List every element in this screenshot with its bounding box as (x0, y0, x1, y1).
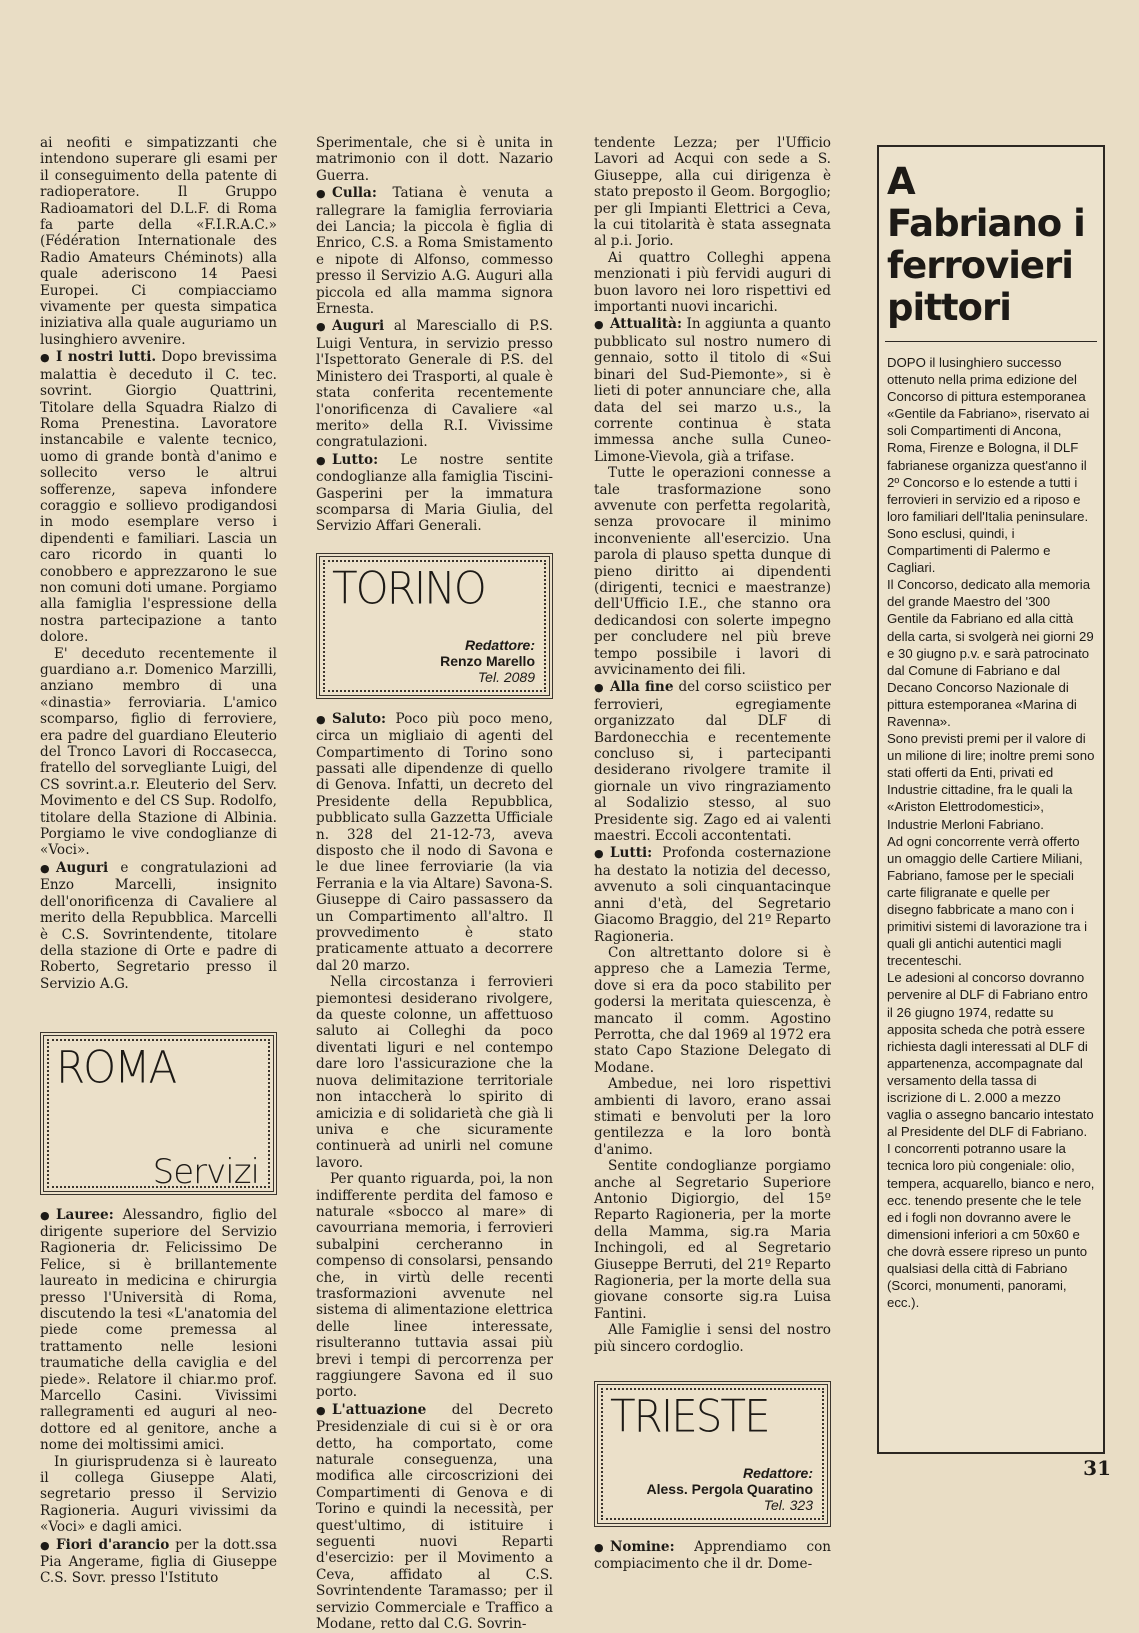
item-lead: Saluto: (332, 710, 387, 727)
section-title: TRIESTE (610, 1390, 769, 1443)
item-lead: Alla fine (610, 679, 674, 696)
item-lead: Lauree: (56, 1206, 114, 1223)
news-item (316, 452, 553, 535)
news-item (316, 1402, 553, 1633)
section-title: TORINO (332, 562, 485, 614)
item-text: del Decreto Presidenziale di cui si è or ora detto, ha comportato, come naturale conseguenza, una modifica alle circoscrizioni dei Compartimenti di Genova e di Torino e quindi la necessità, per quest'ultimo, di istituire i seguenti nuovi Reparti d'esercizio: per il Movimento a Ceva, affidato al C.S. Sovrintendente Taramasso; per il servizio Commerciale e Traffico a Modane, retto dal C.G. Sovrin- (316, 1401, 553, 1633)
bullet-icon: ● (594, 1541, 604, 1555)
bullet-icon: ● (316, 712, 326, 726)
bullet-icon: ● (40, 1208, 50, 1222)
paragraph: Ai quattro Colleghi appena menzionati i più fervidi auguri di buon lavoro nei loro rispettivi ed importanti nuovi incarichi. (594, 249, 831, 316)
bullet-icon: ● (594, 318, 604, 332)
item-text: per la dott.ssa Pia Angerame, figlia di Giuseppe C.S. Sovr. presso l'Istituto (40, 1536, 278, 1587)
item-lead: L'attuazione (332, 1401, 427, 1418)
column-1 (40, 134, 277, 1587)
paragraph: Tutte le operazioni connesse a tale trasformazione sono avvenute con perfetta regolarità, senza provocare il minimo inconveniente all'esercizio. Una parola di plauso spetta dunque di pieno diritto ai dipendenti (dirigenti, tecnici e maestranze) dell'Ufficio I.E., che stanno ora dedicandosi con solerte impegno per concludere nel più breve tempo possibile i lavori di avvicinamento dei fili. (594, 465, 831, 678)
item-lead: Auguri (332, 318, 385, 335)
redattore-tel: Tel. 2089 (477, 668, 535, 685)
redattore-block (332, 637, 535, 685)
paragraph: Sentite condoglianze porgiamo anche al Segretario Superiore Antonio Digiorgio, del 15º Reparto Ragioneria, per la morte della Mamma, sig.ra Maria Inchingoli, ed al Segretario Giuseppe Berruti, del 21º Reparto Ragioneria, per la morte della sua giovane consorte sig.ra Luisa Fantini. (594, 1158, 831, 1322)
section-title: ROMA (56, 1041, 176, 1094)
article-headline: A Fabriano i ferrovieri pittori (887, 160, 1085, 329)
column-3 (594, 134, 831, 1573)
redattore-name: Aless. Pergola Quaratino (646, 1481, 813, 1498)
item-lead: Culla: (332, 185, 377, 202)
bullet-icon: ● (40, 861, 50, 875)
paragraph: Nella circostanza i ferrovieri piemontesi desiderano rivolgere, da queste colonne, un affettuoso saluto ai Colleghi da poco diventati liguri e nel contempo dare loro l'assicurazione che la nuova delimitazione territoriale non intaccherà lo spirito di amicizia e di solidarietà che già li univa e che sicuramente continuerà ad unirli nel comune lavoro. (316, 974, 553, 1171)
paragraph: Il Concorso, dedicato alla memoria del grande Maestro del '300 Gentile da Fabriano ed alla città della carta, si svolgerà nei giorni 29 e 30 giugno p.v. e sarà patrocinato dal Comune di Fabriano e dal Decano Concorso Nazionale di pittura estemporanea «Marina di Ravenna». (887, 577, 1094, 729)
bullet-icon: ● (316, 320, 326, 334)
paragraph: Con altrettanto dolore si è appreso che a Lamezia Terme, dove si era da poco stabilito per godersi la meritata quiescenza, è mancato il comm. Agostino Perrotta, che dal 1969 al 1972 era stato Capo Stazione Delegato di Modane. (594, 944, 831, 1076)
item-lead: Auguri (56, 859, 109, 876)
item-text: Le nostre sentite condoglianze alla famiglia Tiscini-Gasperini per la immatura scomparsa di Maria Giulia, del Servizio Affari Generali. (316, 451, 553, 535)
redattore-block (610, 1465, 813, 1513)
divider (885, 341, 1097, 342)
redattore-tel: Tel. 323 (763, 1497, 813, 1514)
item-lead: Lutti: (610, 845, 653, 862)
item-text: e congratulazioni ad Enzo Marcelli, insignito dell'onorificenza di Cavaliere al merito della Repubblica. Marcelli è C.S. Sovrintendente, titolare della stazione di Orte e padre di Roberto, Segretario presso il Servizio A.G. (40, 859, 277, 992)
paragraph: Ad ogni concorrente verrà offerto un omaggio delle Cartiere Miliani, Fabriano, famose per le speciali carte filigranate e quelle per disegno fabbricate a mano con i primitivi sistemi di lavorazione tra i quali gli antichi autentici magli trecenteschi. (887, 833, 1088, 969)
redattore-name: Renzo Marello (440, 652, 535, 669)
bullet-icon: ● (40, 1538, 50, 1552)
section-box-roma (40, 1032, 277, 1194)
paragraph: I concorrenti potranno usare la tecnica loro più congeniale: olio, tempera, acquarello, bianco e nero, ecc. tenendo presente che le tele ed i fogli non dovranno avere le dimensioni inferiori a cm 50x60 e che dovrà essere ripreso un punto qualsiasi della città di Fabriano (Scorci, monumenti, panorami, ecc.). (887, 1141, 1095, 1311)
news-item (316, 711, 553, 975)
item-lead: Fiori d'arancio (56, 1536, 170, 1553)
paragraph: Sono previsti premi per il valore di un milione di lire; inoltre premi sono stati offerti da Enti, privati ed Industrie cittadine, fra le quali la «Ariston Elettrodomestici», Industrie Merloni Fabriano. (887, 731, 1095, 832)
item-text: In aggiunta a quanto pubblicato sul nostro numero di gennaio, sotto il titolo di «Sui binari del Sud-Piemonte», si è lieti di poter annunciare che, alla data del sei marzo u.s., la corrente continua è stata immessa anche sulla Cuneo-Limone-Vievola, già a trifase. (594, 316, 831, 465)
item-lead: Nomine: (610, 1539, 675, 1556)
redattore-label: Redattore: (742, 1465, 813, 1482)
news-item (316, 185, 553, 317)
item-text: al Maresciallo di P.S. Luigi Ventura, in servizio presso l'Ispettorato Generale di P.S. del Ministero dei Trasporti, al quale è stata conferita recentemente l'onorificenza di Cavaliere «al merito» della R.I. Vivissime congratulazioni. (316, 318, 553, 451)
bullet-icon: ● (594, 681, 604, 695)
paragraph: Alle Famiglie i sensi del nostro più sincero cordoglio. (594, 1322, 831, 1355)
article-body (887, 354, 1095, 1311)
section-box-torino (316, 553, 553, 699)
paragraph: tendente Lezza; per l'Ufficio Lavori ad Acqui con sede a S. Giuseppe, alla cui dirigenza è stato preposto il Geom. Borgoglio; per gli Impianti Elettrici a Ceva, la cui titolarità è stata assegnata al p.i. Jorio. (594, 135, 831, 250)
item-lead: I nostri lutti. (56, 349, 157, 366)
paragraph: Le adesioni al concorso dovranno pervenire al DLF di Fabriano entro il 26 giugno 1974, redatte su apposita scheda che potrà essere richiesta dagli interessati al DLF di appartenenza, accompagnate dal versamento della tassa di iscrizione di L. 2.000 a mezzo vaglia o assegno bancario intestato al Presidente del DLF di Fabriano. (887, 970, 1094, 1140)
paragraph: Per quanto riguarda, poi, la non indifferente perdita del famoso e naturale «sbocco al mare» di cavourriana memoria, i ferrovieri subalpini cercheranno in compenso di consolarsi, pensando che, in virtù delle recenti trasformazioni avvenute nel sistema di alimentazione elettrica delle linee interessate, risulteranno tuttavia assai più brevi i tempi di percorrenza per raggiungere Savona ed il suo porto. (316, 1171, 553, 1401)
news-item (40, 349, 277, 645)
news-item (40, 1207, 277, 1454)
news-item (316, 318, 553, 450)
news-item (40, 860, 277, 992)
news-item (594, 316, 831, 465)
column-2 (316, 134, 553, 1633)
paragraph: Ambedue, nei loro rispettivi ambienti di lavoro, erano assai stimati e benvoluti per la loro gentilezza e la loro bontà d'animo. (594, 1076, 831, 1158)
bullet-icon: ● (316, 187, 326, 201)
item-text: Tatiana è venuta a rallegrare la famiglia ferroviaria dei Lancia; la piccola è figlia di Enrico, C.S. a Roma Smistamento e nipote di Alfonso, commesso presso il Servizio A.G. Auguri alla piccola ed alla mamma signora Ernesta. (316, 185, 553, 318)
item-text: Poco più poco meno, circa un migliaio di agenti del Compartimento di Torino sono passati alle dipendenze di quello di Genova. Infatti, un decreto del Presidente della Repubblica, pubblicato sulla Gazzetta Ufficiale n. 328 del 21-12-73, aveva disposto che il nodo di Savona e le due linee ferroviarie (la via Ferrania e la via Altare) Savona-S. Giuseppe di Cairo passassero da un Compartimento all'altro. Il provvedimento è stato praticamente attuato a decorrere dal 20 marzo. (316, 710, 553, 974)
item-lead: Attualità: (610, 316, 682, 333)
paragraph: DOPO il lusinghiero successo ottenuto nella prima edizione del Concorso di pittura estemporanea «Gentile da Fabriano», riservato ai soli Compartimenti di Ancona, Roma, Firenze e Bologna, il DLF fabrianese organizza quest'anno il 2º Concorso e lo estende a tutti i ferrovieri in servizio ed a riposo e loro familiari dell'Italia peninsulare. Sono esclusi, quindi, i Compartimenti di Palermo e Cagliari. (887, 355, 1090, 576)
paragraph: E' deceduto recentemente il guardiano a.r. Domenico Marzilli, anziano membro di una «dinastia» ferroviaria. L'amico scomparso, figlio di ferroviere, era padre del guardiano Eleuterio del Tronco Lavori di Roccasecca, fratello del sorvegliante Luigi, del CS sovrint.a.r. Eleuterio del Serv. Movimento e del CS Sup. Rodolfo, titolare della Stazione di Albinia. Porgiamo le vive condoglianze di «Voci». (40, 645, 277, 859)
bullet-icon: ● (40, 351, 50, 365)
bullet-icon: ● (594, 847, 604, 861)
item-text: del corso sciistico per ferrovieri, egregiamente organizzato dal DLF di Bardonecchia e recentemente concluso si, i partecipanti desiderano rivolgere tramite il giornale un vivo ringraziamento al Sodalizio stesso, al suo Presidente sig. Zago ed ai valenti maestri. Eccoli accontentati. (594, 679, 831, 845)
paragraph: In giurisprudenza si è laureato il collega Giuseppe Alati, segretario presso il Servizio Ragioneria. Auguri vivissimi da «Voci» e dagli amici. (40, 1453, 277, 1536)
paragraph: ai neofiti e simpatizzanti che intendono superare gli esami per il conseguimento della patente di radioperatore. Il Gruppo Radioamatori del D.L.F. di Roma fa parte della «F.I.R.A.C.» (Fédération Internationale des Radio Amateurs Chéminots) alla quale aderiscono 14 Paesi Europei. Ci compiacciamo vivamente per questa simpatica iniziativa alla quale auguriamo un lusinghiero avvenire. (40, 135, 277, 348)
item-text: Profonda costernazione ha destato la notizia del decesso, avvenuto a soli cinquantacinque anni d'età, del Segretario Giacomo Braggio, del 21º Reparto Ragioneria. (594, 845, 832, 945)
item-text: Apprendiamo con compiacimento che il dr. Dome- (594, 1539, 832, 1573)
news-item (594, 1539, 831, 1573)
item-text: Alessandro, figlio del dirigente superiore del Servizio Ragioneria dr. Felicissimo De Felice, si è brillantemente laureato in medicina e chirurgia presso l'Università di Roma, discutendo la tesi «L'anatomia del piede come premessa al trattamento nelle lesioni traumatiche della caviglia e del piede». Relatore il chiar.mo prof. Marcello Casini. Vivissimi rallegramenti ed auguri al neo-dottore ed al genitore, anche a nome dei moltissimi amici. (40, 1206, 277, 1454)
paragraph: Sperimentale, che si è unita in matrimonio con il dott. Nazario Guerra. (316, 135, 553, 184)
fabriano-article-box (877, 145, 1105, 1454)
item-text: Dopo brevissima malattia è deceduto il C. tec. sovrint. Giorgio Quattrini, Titolare della Squadra Rialzo di Roma Prenestina. Lavoratore instancabile e valente tecnico, uomo di grande bontà d'animo e sollecito verso le altrui sofferenze, sapeva infondere coraggio e sollievo prodigandosi in modo esemplare verso i dipendenti e familiari. Lascia un caro ricordo in quanti lo conobbero e apprezzarono le sue non comuni doti umane. Porgiamo alla famiglia l'espressione della nostra partecipazione a tanto dolore. (40, 349, 277, 646)
redattore-label: Redattore: (464, 636, 535, 653)
page-number: 31 (1083, 1456, 1111, 1480)
section-subtitle: Servizi (152, 1152, 259, 1193)
news-item (594, 679, 831, 844)
bullet-icon: ● (316, 453, 326, 467)
news-item (40, 1537, 277, 1587)
news-item (594, 845, 831, 944)
bullet-icon: ● (316, 1403, 326, 1417)
section-box-trieste (594, 1381, 831, 1527)
item-lead: Lutto: (332, 451, 379, 468)
